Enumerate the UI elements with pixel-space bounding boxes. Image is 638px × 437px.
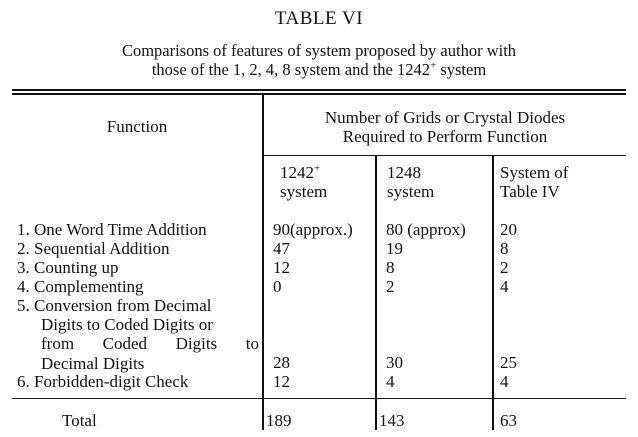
table-row-1-col3: 20 [500, 220, 517, 239]
table-row-5-col2: 30 [386, 353, 403, 372]
table-row-4-col3: 4 [500, 277, 509, 296]
total-col2: 143 [379, 411, 405, 430]
column-divider-2 [492, 155, 494, 430]
table-caption-line2 [0, 60, 638, 79]
total-label: Total [62, 411, 97, 430]
table-row-2-col2: 19 [386, 239, 403, 258]
column-divider-1 [375, 155, 377, 430]
table-row-3-function: 3. Counting up [17, 258, 119, 277]
table-row-4-col2: 2 [386, 277, 395, 296]
total-col3: 63 [500, 411, 517, 430]
header-group-line2: Required to Perform Function [342, 127, 548, 146]
table-row-5-function-line3: from Coded Digits to [41, 334, 259, 354]
table-row-6-col3: 4 [500, 372, 509, 391]
header-group-line1: Number of Grids or Crystal Diodes [324, 108, 566, 127]
header-col1-line1: 1242 [280, 163, 314, 182]
table-row-6-function: 6. Forbidden-digit Check [17, 372, 189, 391]
table-row-2-col3: 8 [500, 239, 509, 258]
header-col1-sup: + [314, 162, 321, 175]
header-function: Function [106, 117, 168, 136]
group-header-rule [262, 155, 626, 156]
table-caption-line1: Comparisons of features of system proposed by author with [121, 41, 517, 60]
table-row-3-col2: 8 [386, 258, 395, 277]
header-col2 [387, 163, 434, 201]
header-col2-line1: 1248 [387, 163, 421, 182]
header-col3-line2: Table IV [500, 182, 560, 202]
table-row-5-function-line1: 5. Conversion from Decimal [17, 296, 212, 315]
caption-line2-prefix: those of the 1, 2, 4, 8 system and the 1242 [151, 60, 430, 79]
header-col2-line2: system [387, 182, 435, 202]
table-row-5-function-line2: Digits to Coded Digits or [41, 315, 213, 335]
table-row-6-col2: 4 [386, 372, 395, 391]
total-rule [12, 398, 626, 399]
table-row-5-function-line4: Decimal Digits [41, 353, 145, 373]
top-rule-double [12, 93, 626, 95]
table-row-2-function: 2. Sequential Addition [17, 239, 170, 258]
table-row-5-function-line3-wrap [17, 334, 259, 353]
table-row-1-function: 1. One Word Time Addition [17, 220, 207, 239]
table-title: TABLE VI [274, 8, 364, 29]
table-row-5-col1: 28 [273, 353, 290, 372]
header-col1-line2: system [280, 182, 328, 202]
table-row-6-col1: 12 [273, 372, 290, 391]
caption-line2-suffix: system [436, 60, 487, 79]
table-row-4-function: 4. Complementing [17, 277, 144, 296]
table-row-3-col1: 12 [273, 258, 290, 277]
total-col1: 189 [266, 411, 292, 430]
table-row-1-col2: 80 (approx) [386, 220, 466, 239]
table-row-1-col1: 90(approx.) [273, 220, 353, 239]
caption-line2-sup: + [429, 59, 437, 72]
header-col1 [280, 163, 327, 201]
table-row-2-col1: 47 [273, 239, 290, 258]
table-row-5-col3: 25 [500, 353, 517, 372]
header-col3 [500, 163, 568, 201]
table-row-3-col3: 2 [500, 258, 509, 277]
header-col3-line1: System of [500, 163, 569, 182]
table-row-4-col1: 0 [273, 277, 282, 296]
top-rule [12, 89, 626, 91]
table-row-5-function [17, 296, 259, 373]
